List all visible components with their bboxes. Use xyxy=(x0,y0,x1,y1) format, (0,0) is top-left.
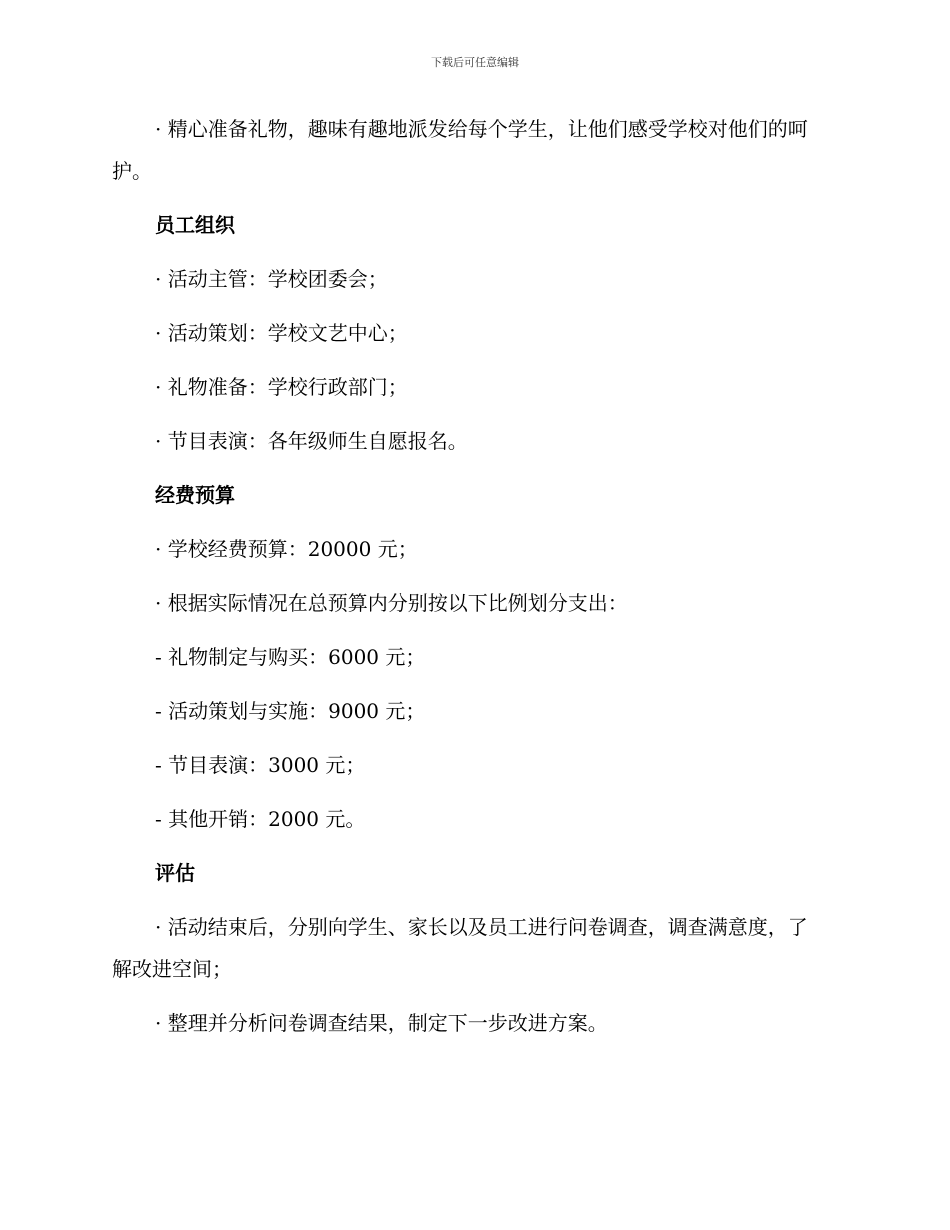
paragraph-gift-preparation: · 精心准备礼物，趣味有趣地派发给每个学生，让他们感受学校对他们的呵护。 xyxy=(112,117,808,183)
page-header: 下载后可任意编辑 xyxy=(431,56,519,69)
list-item: · 整理并分析问卷调查结果，制定下一步改进方案。 xyxy=(155,1011,608,1035)
list-item: · 学校经费预算：20000 元； xyxy=(155,537,418,561)
list-item: - 节目表演：3000 元； xyxy=(155,753,366,777)
list-item: · 活动主管：学校团委会； xyxy=(155,267,388,291)
list-item: - 活动策划与实施：9000 元； xyxy=(155,699,426,723)
list-item: - 其他开销：2000 元。 xyxy=(155,807,366,831)
section-heading-evaluation: 评估 xyxy=(155,861,195,885)
list-item: - 礼物制定与购买：6000 元； xyxy=(155,645,426,669)
list-item: · 活动策划：学校文艺中心； xyxy=(155,321,408,345)
paragraph-survey: · 活动结束后，分别向学生、家长以及员工进行问卷调查，调查满意度，了解改进空间； xyxy=(112,915,808,981)
section-heading-staff: 员工组织 xyxy=(155,213,235,237)
list-item: · 根据实际情况在总预算内分别按以下比例划分支出： xyxy=(155,591,628,615)
document-body xyxy=(112,108,827,1056)
list-item: · 节目表演：各年级师生自愿报名。 xyxy=(155,429,468,453)
section-heading-budget: 经费预算 xyxy=(155,483,235,507)
list-item: · 礼物准备：学校行政部门； xyxy=(155,375,408,399)
